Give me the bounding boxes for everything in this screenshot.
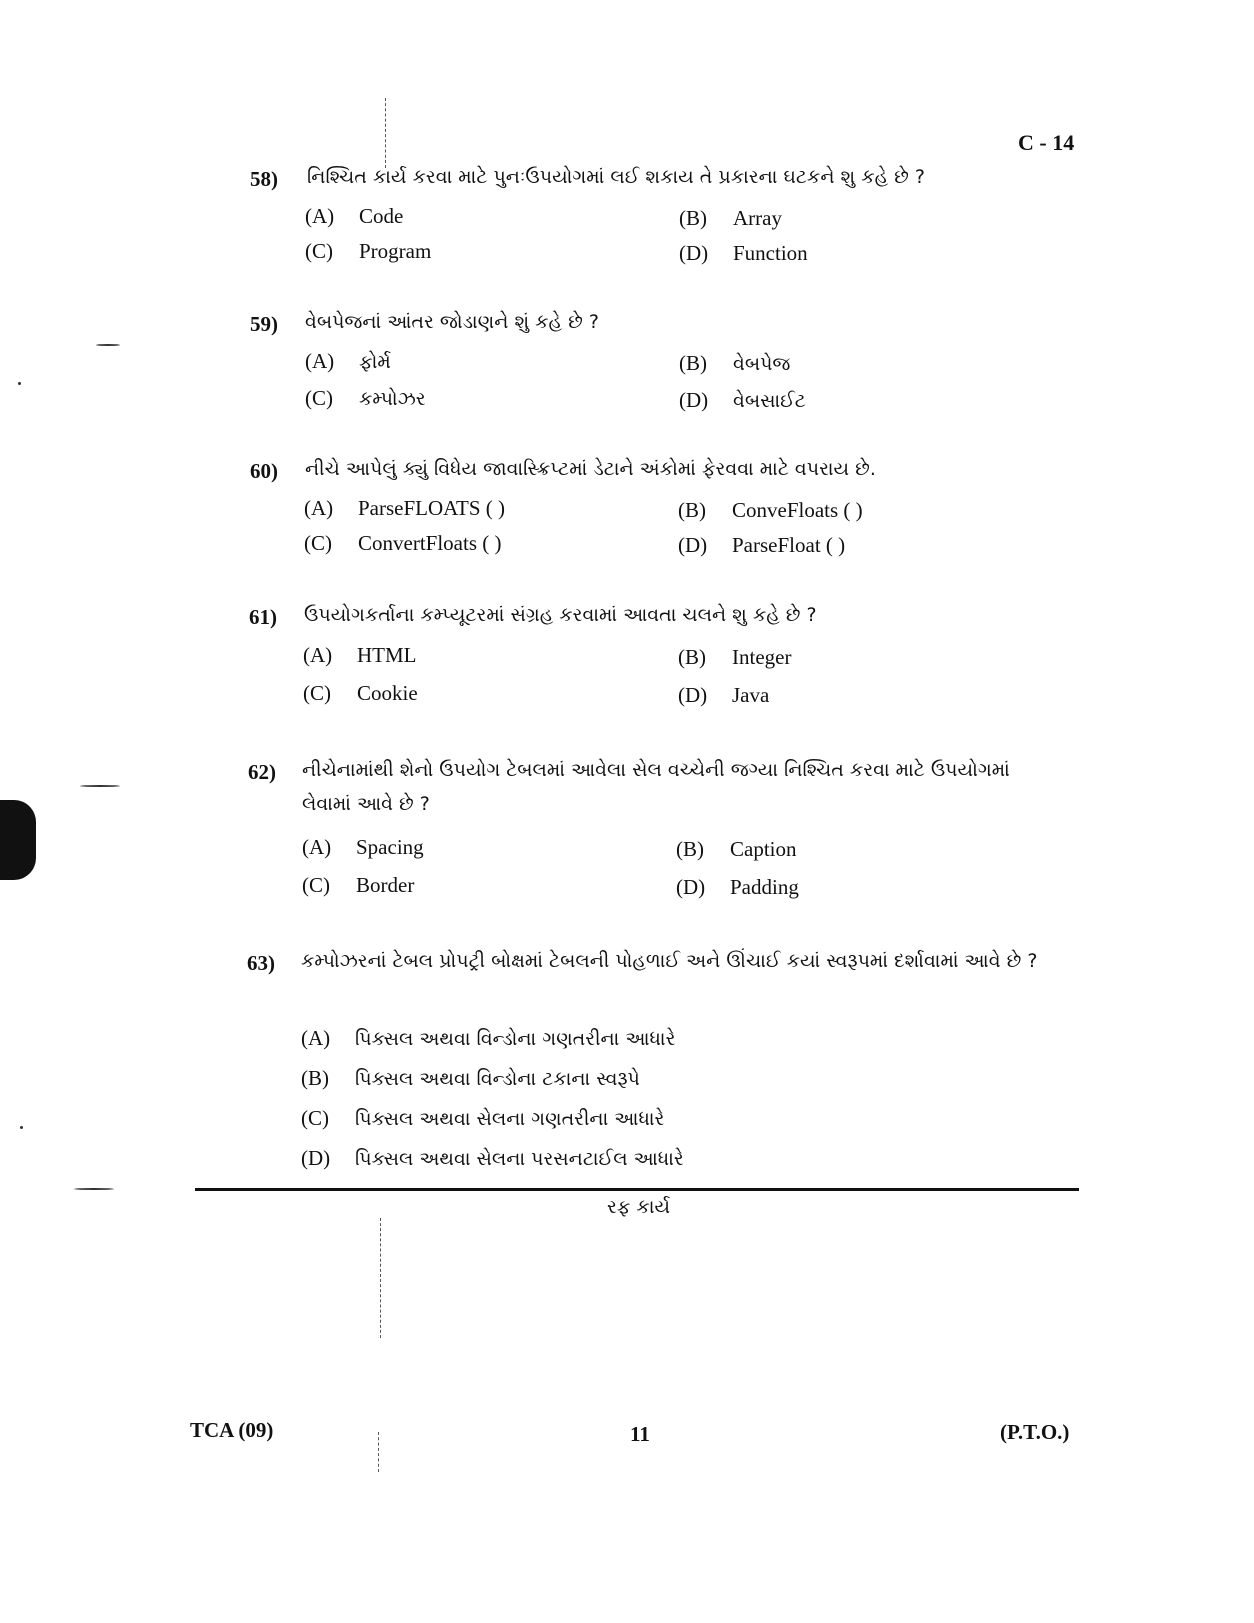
option-text: પિક્સલ અથવા વિન્ડોના ટકાના સ્વરૂપે	[355, 1068, 640, 1090]
option-a	[301, 1026, 675, 1051]
option-label: (A)	[305, 204, 335, 228]
option-label: (A)	[305, 349, 335, 373]
option-label: (D)	[678, 533, 708, 557]
section-divider	[195, 1188, 1079, 1191]
option-text: વેબસાઈટ	[733, 390, 806, 412]
option-text: Code	[359, 204, 404, 228]
option-label: (C)	[305, 239, 333, 263]
option-a	[304, 496, 505, 521]
question-text: ઉપયોગકર્તાના કમ્પ્યૂટરમાં સંગ્રહ કરવામાં આવતા ચલને શુ કહે છે ?	[304, 604, 817, 626]
option-c	[304, 531, 501, 556]
option-text: Cookie	[357, 681, 418, 705]
option-b	[676, 837, 797, 862]
option-text: Java	[732, 683, 770, 707]
option-a	[305, 349, 391, 374]
option-text: Integer	[732, 645, 792, 669]
option-a	[303, 643, 417, 668]
option-text: Border	[356, 873, 415, 897]
option-b	[679, 351, 790, 376]
option-b	[678, 498, 863, 523]
footer-code: TCA (09)	[190, 1418, 274, 1442]
option-c	[301, 1106, 664, 1131]
option-text: કમ્પોઝર	[359, 388, 426, 410]
option-text: Function	[733, 241, 808, 265]
option-text: Spacing	[356, 835, 424, 859]
option-b	[301, 1066, 640, 1091]
option-d	[676, 875, 799, 900]
question-number: 59)	[250, 312, 278, 336]
question-number: 58)	[250, 167, 278, 191]
option-c	[302, 873, 414, 898]
option-label: (C)	[304, 531, 332, 555]
option-label: (C)	[302, 873, 330, 897]
scan-mark	[380, 1218, 381, 1338]
option-label: (A)	[304, 496, 334, 520]
option-b	[679, 206, 782, 231]
option-text: પિક્સલ અથવા સેલના પરસનટાઈલ આધારે	[355, 1148, 684, 1170]
option-d	[679, 388, 806, 413]
option-text: પિક્સલ અથવા વિન્ડોના ગણતરીના આધારે	[355, 1028, 676, 1050]
scan-speck	[18, 382, 21, 385]
option-d	[678, 533, 845, 558]
option-label: (D)	[679, 388, 709, 412]
option-text: Program	[359, 239, 432, 263]
question-text: નીચે આપેલું ક્યું વિધેય જાવાસ્ક્રિપ્ટમાં ડેટાને અંકોમાં ફેરવવા માટે વપરાય છે.	[305, 458, 876, 480]
page-number: 11	[630, 1422, 650, 1446]
option-label: (C)	[301, 1106, 329, 1130]
option-d	[301, 1146, 684, 1171]
question-number: 61)	[249, 605, 277, 629]
option-label: (C)	[305, 386, 333, 410]
question-text: વેબપેજનાં આંતર જોડાણને શું કહે છે ?	[305, 311, 599, 333]
option-d	[678, 683, 769, 708]
rough-work-label: રફ કાર્ય	[607, 1196, 671, 1218]
option-text: ConveFloats ( )	[732, 498, 863, 522]
option-c	[305, 386, 426, 411]
option-label: (D)	[301, 1146, 331, 1170]
question-text: નીચેનામાંથી શેનો ઉપયોગ ટેબલમાં આવેલા સેલ વચ્ચેની જગ્યા નિશ્ચિત કરવા માટે ઉપયોગમાં લેવામાં આવે છે ?	[302, 759, 1010, 815]
question-text: નિશ્ચિત કાર્ય કરવા માટે પુનઃઉપયોગમાં લઈ શકાય તે પ્રકારના ઘટકને શુ કહે છે ?	[307, 166, 925, 188]
option-a	[305, 204, 403, 229]
option-text: HTML	[357, 643, 417, 667]
option-text: Padding	[730, 875, 799, 899]
option-b	[678, 645, 791, 670]
scan-blot	[0, 800, 36, 880]
option-a	[302, 835, 424, 860]
option-d	[679, 241, 808, 266]
option-text: ફોર્મ	[359, 351, 391, 373]
question-text: કમ્પોઝરનાં ટેબલ પ્રોપટ્રી બોક્ષમાં ટેબલની પોહળાઈ અને ઊંચાઈ કયાં સ્વરૂપમાં દર્શાવામાં આવે છે ?	[301, 950, 1038, 972]
scan-mark	[385, 98, 386, 168]
scan-speck	[74, 1188, 114, 1190]
option-label: (B)	[679, 206, 707, 230]
question-number: 63)	[247, 951, 275, 975]
option-text: વેબપેજ	[733, 353, 791, 375]
scan-mark	[378, 1432, 379, 1472]
option-label: (D)	[676, 875, 706, 899]
option-label: (A)	[303, 643, 333, 667]
option-label: (D)	[678, 683, 708, 707]
scan-speck	[96, 344, 120, 346]
scan-speck	[80, 785, 120, 787]
question-number: 60)	[250, 459, 278, 483]
option-text: ParseFloat ( )	[732, 533, 846, 557]
paper-code: C - 14	[1018, 130, 1075, 155]
option-c	[305, 239, 431, 264]
option-text: પિક્સલ અથવા સેલના ગણતરીના આધારે	[355, 1108, 665, 1130]
option-text: ConvertFloats ( )	[358, 531, 502, 555]
option-label: (A)	[302, 835, 332, 859]
scan-speck	[20, 1126, 23, 1129]
option-text: Caption	[730, 837, 797, 861]
pto-label: (P.T.O.)	[1000, 1420, 1070, 1444]
option-label: (B)	[676, 837, 704, 861]
option-text: ParseFLOATS ( )	[358, 496, 505, 520]
option-label: (B)	[301, 1066, 329, 1090]
option-label: (C)	[303, 681, 331, 705]
question-number: 62)	[248, 760, 276, 784]
option-label: (A)	[301, 1026, 331, 1050]
option-label: (D)	[679, 241, 709, 265]
option-text: Array	[733, 206, 782, 230]
option-c	[303, 681, 418, 706]
option-label: (B)	[678, 645, 706, 669]
option-label: (B)	[678, 498, 706, 522]
option-label: (B)	[679, 351, 707, 375]
